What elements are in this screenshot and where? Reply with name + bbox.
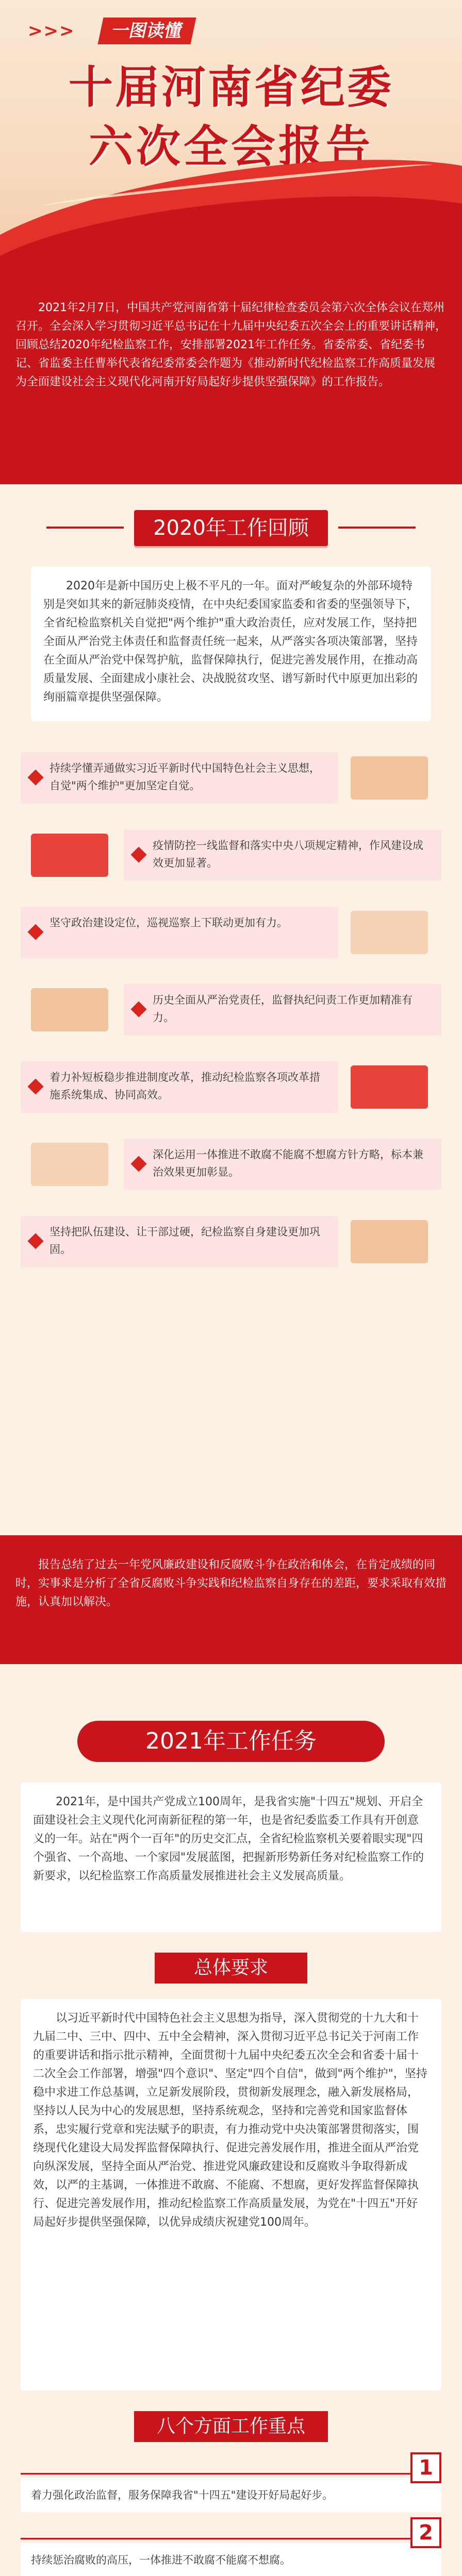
review-item-text: 疫情防控一线监督和落实中央八项规定精神，作风建设成效更加显著。 <box>153 839 423 869</box>
illustration-icon <box>351 756 428 800</box>
summary-section <box>0 1535 462 1664</box>
task-text: 着力强化政治监督，服务保障我省"十四五"建设开好局起好步。 <box>21 2478 441 2512</box>
intro-section <box>0 278 462 484</box>
overall-title: 总体要求 <box>155 1953 307 1984</box>
header <box>0 0 462 289</box>
task-number: 1 <box>410 2452 441 2483</box>
review-item <box>21 984 441 1036</box>
tasks-lead-card <box>21 1783 441 1932</box>
task-number: 2 <box>410 2517 441 2548</box>
review-item <box>21 829 441 881</box>
review-item <box>21 907 441 958</box>
review-item-text: 历史全面从严治党责任，监督执纪问责工作更加精准有力。 <box>153 994 412 1024</box>
task-divider <box>21 2538 441 2543</box>
eight-title: 八个方面工作重点 <box>134 2411 328 2442</box>
intro-text: 2021年2月7日，中国共产党河南省第十届纪律检查委员会第六次全体会议在郑州召开。全会深入学习贯彻习近平总书记在十九届中央纪委五次全会上的重要讲话精神，回顾总结2020年纪检监察工作，安排部署2021年工作任务。省委常委、省纪委书记、省监委主任曹举代表省纪委常委会作题为《推动新时代纪检监察工作高质量发展 为全面建设社会主义现代化河南开好局起好步提供坚强保障》的工作报告。 <box>15 301 447 388</box>
review-lead-card <box>31 567 431 721</box>
review-item-text: 坚守政治建设定位，巡视巡察上下联动更加有力。 <box>50 917 288 929</box>
tasks-banner: 2021年工作任务 <box>77 1721 385 1762</box>
summary-text: 报告总结了过去一年党风廉政建设和反腐败斗争在政治和体会，在肯定成绩的同时，实事求是分析了全省反腐败斗争实践和纪检监察自身存在的差距，要求采取有效措施，认真加以解决。 <box>15 1558 447 1608</box>
illustration-icon <box>351 911 428 954</box>
review-item <box>21 1216 441 1267</box>
overall-text: 以习近平新时代中国特色社会主义思想为指导，深入贯彻党的十九大和十九届二中、三中、四中、五中全会精神，深入贯彻习近平总书记关于河南工作的重要讲话和指示批示精神，全面贯彻十九届中央纪委五次全会和省委十届十二次全会工作部署，增强"四个意识"、坚定"四个自信"，做到"两个维护"，坚持稳中求进工作总基调，立足新发展阶段，贯彻新发展理念，融入新发展格局，坚持以人民为中心的发展思想，坚持系统观念，坚持和完善党和国家监督体系，忠实履行党章和宪法赋予的职责，有力推动党中央决策部署贯彻落实，围绕现代化建设大局发挥监督保障执行、促进完善发展作用，推进全面从严治党向纵深发展，坚持全面从严治党、推进党风廉政建设和反腐败斗争取得新成效，以严的主基调，一体推进不敢腐、不能腐、不想腐，更好发挥监督保障执行、促进完善发展作用，推动纪检监察工作高质量发展，为党在"十四五"开好局起好步提供坚强保障，以优异成绩庆祝建党100周年。 <box>33 2012 427 2229</box>
task-item <box>21 2521 441 2576</box>
illustration-icon <box>351 1220 428 1263</box>
review-item <box>21 752 441 804</box>
illustration-icon <box>31 1143 108 1186</box>
overall-card <box>21 1999 441 2391</box>
page-title-line2: 六次全会报告 <box>89 121 373 173</box>
page-title-line1: 十届河南省纪委 <box>69 62 393 113</box>
review-item-text: 持续学懂弄通做实习近平新时代中国特色社会主义思想，自觉"两个维护"更加坚定自觉。 <box>50 762 320 792</box>
header-tag: 一图读懂 <box>97 18 196 44</box>
review-item-text: 着力补短板稳步推进制度改革，推动纪检监察各项改革措施系统集成、协同高效。 <box>50 1071 320 1101</box>
task-text: 持续惩治腐败的高压，一体推进不敢腐不能腐不想腐。 <box>21 2543 441 2576</box>
illustration-icon <box>351 1065 428 1109</box>
tasks-lead-text: 2021年，是中国共产党成立100周年，是我省实施"十四五"规划、开启全面建设社会主义现代化河南新征程的第一年，也是省纪委监委工作具有开创意义的一年。站在"两个一百年"的历史交汇点，全省纪检监察机关要着眼实现"四个强省、一个高地、一个家园"发展蓝图，把握新形势新任务对纪检监察工作的新要求，以纪检监察工作高质量发展推进社会主义发展高质量。 <box>33 1795 424 1883</box>
arrow-icons: >>> <box>28 21 75 41</box>
review-item-text: 深化运用一体推进不敢腐不能腐不想腐方针方略，标本兼治效果更加彰显。 <box>153 1148 423 1178</box>
review-lead-text: 2020年是新中国历史上极不平凡的一年。面对严峻复杂的外部环境特别是突如其来的新冠肺炎疫情，在中央纪委国家监委和省委的坚强领导下，全省纪检监察机关自觉把"两个维护"重大政治责任，应对发展工作，坚持把全面从严治党主体责任和监督责任统一起来，从严落实各项决策部署，坚持在全面从严治党中保驾护航，监督保障执行，促进完善发展作用，在推动高质量发展、全面建成小康社会、决战脱贫攻坚、谱写新时代中原更加出彩的绚丽篇章提供坚强保障。 <box>43 580 418 704</box>
illustration-icon <box>31 834 108 877</box>
review-item <box>21 1061 441 1113</box>
review-item <box>21 1139 441 1190</box>
review-item-text: 坚持把队伍建设、让干部过硬，纪检监察自身建设更加巩固。 <box>50 1226 320 1256</box>
illustration-icon <box>31 988 108 1031</box>
review-banner: 2020年工作回顾 <box>134 510 328 546</box>
task-divider <box>21 2473 441 2478</box>
task-item <box>21 2456 441 2512</box>
